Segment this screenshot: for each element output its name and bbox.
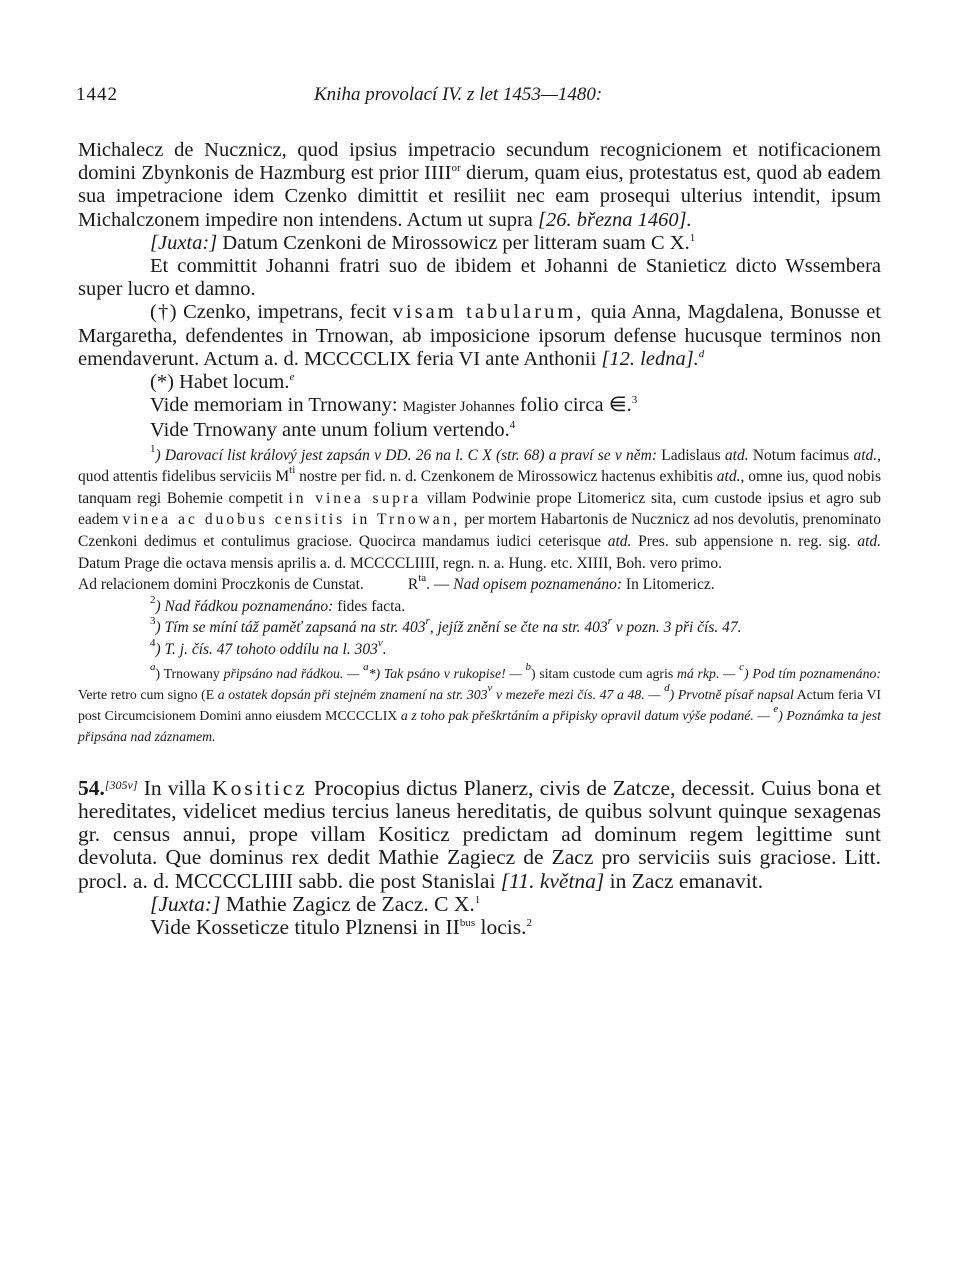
- text-run: in Zacz emanavit.: [604, 868, 764, 893]
- text-run: per mortem Habartonis de Nucznicz ad nos devolutis, prenominato Czenkoni dedimus et contulimus graciose. Quocirca mandamus iudici ceterisque: [78, 511, 881, 551]
- footnote-ref: 2: [526, 917, 532, 930]
- footnote-1-continuation: [78, 574, 881, 596]
- text-run: In villa: [137, 775, 213, 800]
- text-run: Pres. sub appensione n. reg. sig.: [631, 533, 858, 551]
- paragraph-vide-trnowany: [78, 419, 881, 442]
- text-run: dierum, quam eius, protestatus est, quod ab eadem sua impetracione idem Czenko dimittit et resiliit nec eam prosequi ulterius intendit, ipsum Michalczonem impedire non intendens. Actum ut supra: [78, 162, 881, 231]
- entry-54-juxta: [78, 893, 881, 916]
- note-mark: c: [739, 660, 745, 673]
- text-run: quia Anna, Magdalena, Bonusse et Margaretha, defendentes in Trnowan, ab imposicione ipsorum defense hucusque terminos non emendaverunt. Actum a. d. MCCCCLIX feria VI ante Anthonii: [78, 301, 881, 370]
- italic-text: Nad opisem poznamenáno:: [453, 576, 623, 594]
- main-text: [78, 139, 881, 443]
- text-run: folio circa: [514, 394, 609, 417]
- footnote-mark: 4: [150, 636, 156, 649]
- italic-text: *) Tak psáno v rukopise! —: [368, 665, 522, 681]
- italic-text: , jejíž znění se čte na str. 403: [429, 619, 608, 637]
- spaced-text: in vinea supra: [288, 489, 422, 507]
- paragraph-juxta: [78, 232, 881, 255]
- text-run: Datum Czenkoni de Mirossowicz per litteram suam C X.: [217, 231, 690, 254]
- text-run: ) sitam custode cum agris: [531, 665, 677, 681]
- text-run: villam Podwinie prope Litomericz sita, cum custode ipsius et agro sub eadem: [78, 489, 881, 529]
- text-run: .: [626, 394, 632, 417]
- paragraph-continuation: [78, 139, 881, 232]
- document-page: [78, 84, 881, 940]
- italic-text: a z toho pak přeškrtáním a připisky opravil datum výše podané. —: [400, 707, 770, 723]
- spaced-text: visam tabularum,: [392, 301, 585, 324]
- italic-text: ) T. j. čís. 47 tohoto oddílu na l. 303: [155, 640, 378, 658]
- note-ref: d: [698, 347, 705, 360]
- text-run: . —: [426, 576, 454, 594]
- text-run: ) Trnowany: [155, 665, 224, 681]
- superscript: bus: [459, 917, 476, 930]
- text-run: Verte retro cum signo (: [78, 686, 206, 702]
- italic-text: atd.: [857, 533, 881, 551]
- text-run: Et committit Johanni fratri suo de ibidem et Johanni de Stanieticz dicto Wssembera super lucro et damno.: [78, 255, 881, 301]
- italic-text: ) Nad řádkou poznamenáno:: [155, 597, 334, 615]
- entry-number: 54.: [78, 775, 105, 800]
- text-critical-notes: [78, 660, 882, 747]
- italic-text: ) Prvotně písař napsal: [669, 686, 794, 702]
- italic-text: atd.: [716, 468, 741, 486]
- text-run: R: [407, 576, 419, 594]
- footnote-ref: 1: [689, 231, 696, 244]
- text-run: Ad relacionem domini Proczkonis de Cunstat.: [78, 576, 364, 594]
- text-run: locis.: [475, 915, 527, 940]
- note-mark: e: [773, 702, 779, 715]
- footnote-2: [78, 593, 881, 618]
- spaced-text: vinea ac duobus censitis in Trnowan,: [122, 511, 461, 529]
- paragraph-czenko: [78, 301, 881, 371]
- italic-text: .: [382, 640, 387, 658]
- superscript: v: [377, 636, 383, 649]
- italic-text: ) Darovací list králový jest zapsán v DD. 26 na l. C X (str. 68) a praví se v něm:: [155, 446, 657, 464]
- text-run: Notum facimus: [748, 446, 854, 464]
- italic-text: atd.: [607, 533, 632, 551]
- text-run: Michalecz de Nucznicz, quod ipsius impetracio secundum recognicionem et notificacionem domini Zbynkonis de Hazmburg est prior IIII: [78, 139, 881, 185]
- note-mark: b: [525, 660, 531, 673]
- superscript: r: [607, 615, 612, 628]
- italic-text: v pozn. 3 při čís. 47.: [611, 619, 742, 637]
- italic-text: ) Pod tím poznamenáno:: [744, 665, 881, 681]
- page-header: [78, 84, 881, 108]
- entry-54-text: [78, 777, 881, 893]
- signum-glyph: E: [205, 686, 215, 702]
- superscript: or: [451, 162, 461, 175]
- italic-text: ) Poznámka ta jest připsána nad záznamem.: [78, 707, 881, 744]
- footnote-mark: 2: [150, 593, 156, 606]
- note-mark: a: [150, 660, 156, 673]
- superscript: r: [425, 615, 430, 628]
- superscript: v: [487, 681, 493, 694]
- date-note: [26. března 1460].: [538, 208, 692, 231]
- footnote-ref: 4: [509, 419, 516, 432]
- small-text: Magister Johannes: [402, 399, 515, 416]
- paragraph-committit: [78, 255, 881, 301]
- footnote-3: [78, 617, 881, 639]
- paragraph-habet: [78, 371, 881, 394]
- page-number: 1442: [76, 84, 118, 105]
- italic-text: atd.: [853, 446, 878, 464]
- note-mark: d: [664, 681, 670, 694]
- superscript: ti: [289, 464, 296, 477]
- signum-glyph: ⋹: [608, 394, 627, 417]
- italic-text: a ostatek dopsán při stejném znamení na str. 303: [214, 686, 488, 702]
- text-run: , quod attentis fidelibus serviciis M: [78, 446, 882, 486]
- footnote-4: [78, 636, 881, 661]
- footnote-ref: 3: [631, 394, 638, 407]
- text-run: Procopius dictus Planerz, civis de Zatcze, decessit. Cuius bona et hereditates, videlicet medius tercius laneus hereditatis, de quibus solvunt quinque sexagenas gr. census annui, prope villam Kositicz predictam ad dominum regem legittime sunt devoluta. Que dominus rex dedit Mathie Zagiecz de Zacz pro serviciis suis graciose. Litt. procl. a. d. MCCCCLIIII sabb. die post Stanislai: [78, 775, 881, 893]
- juxta-label: [Juxta:]: [150, 231, 218, 254]
- text-run: Datum Prage die octava mensis aprilis a. d. MCCCCLIIII, regn. n. a. Hung. etc. XIIII, Boh. vero primo.: [78, 554, 722, 572]
- juxta-label: [Juxta:]: [150, 892, 221, 917]
- italic-text: má rkp. —: [676, 665, 736, 681]
- footnote-ref: 1: [474, 894, 481, 907]
- entry-54-vide: [78, 916, 881, 939]
- text-run: (*) Habet locum.: [150, 371, 290, 394]
- text-run: Actum feria VI post Circumcisionem Domini anno eiusdem MCCCCLIX: [78, 686, 882, 723]
- running-title: Kniha provolací IV. z let 1453—1480:: [314, 84, 603, 105]
- footnote-1: [78, 442, 882, 575]
- text-run: nostre per fid. n. d. Czenkonem de Mirossowicz hactenus exhibitis: [295, 468, 717, 486]
- date-note: [11. května]: [500, 868, 605, 893]
- footnote-mark: 1: [150, 442, 156, 455]
- text-run: fides facta.: [333, 597, 406, 615]
- text-run: Vide memoriam in Trnowany:: [150, 394, 403, 417]
- note-mark: a: [363, 660, 369, 673]
- notes-paragraph: [78, 660, 882, 747]
- footnotes: [78, 442, 882, 661]
- text-run: Ladislaus: [657, 446, 725, 464]
- superscript: ta: [418, 572, 427, 585]
- italic-text: připsáno nad řádkou. —: [223, 665, 360, 681]
- note-ref: e: [289, 371, 295, 384]
- italic-text: v mezeře mezi čís. 47 a 48. —: [492, 686, 661, 702]
- italic-text: ) Tím se míní táž paměť zapsaná na str. 403: [155, 619, 426, 637]
- text-run: In Litomericz.: [622, 576, 715, 594]
- spaced-text: Kositicz: [212, 775, 308, 800]
- date-note: [12. ledna].: [601, 347, 699, 370]
- footnote-mark: 3: [150, 615, 156, 628]
- folio-ref: [305v]: [104, 777, 138, 792]
- paragraph-vide-memoriam: [78, 394, 881, 419]
- text-run: Mathie Zagicz de Zacz. C X.: [220, 892, 475, 917]
- entry-54: [78, 777, 881, 940]
- text-run: Vide Trnowany ante unum folium vertendo.: [150, 419, 510, 442]
- text-run: Vide Kosseticze titulo Plznensi in II: [150, 915, 460, 940]
- text-run: , omne ius, quod nobis tanquam regi Bohemie competit: [78, 468, 881, 507]
- italic-text: atd.: [724, 446, 749, 464]
- text-run: (†) Czenko, impetrans, fecit: [150, 301, 393, 324]
